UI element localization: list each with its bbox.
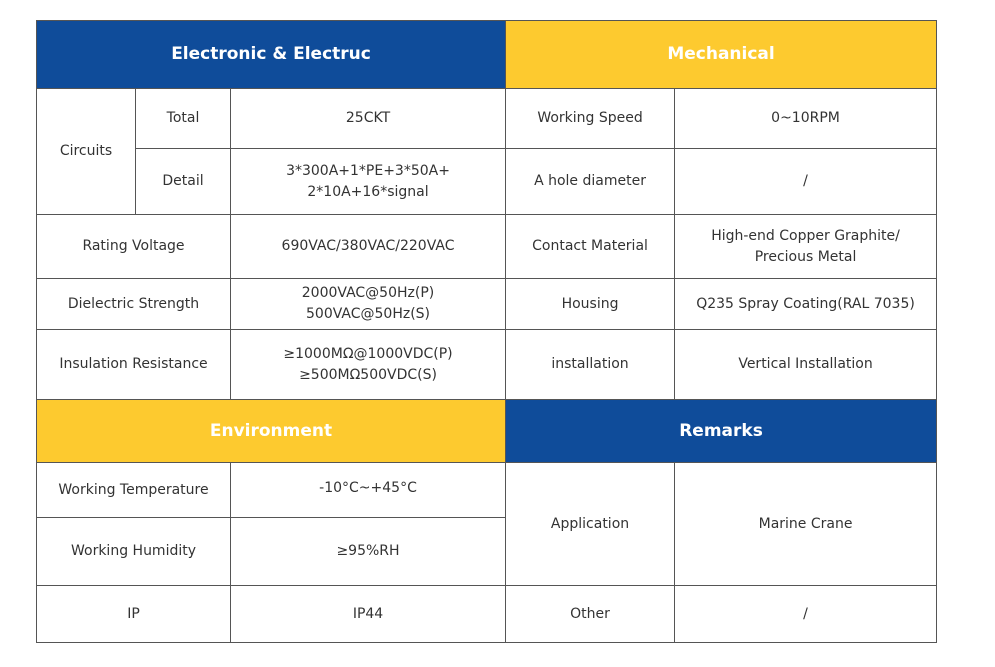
insulation-resistance-label: Insulation Resistance: [37, 330, 231, 400]
table-row: [37, 149, 937, 215]
section-header-row: [37, 400, 937, 463]
dielectric-strength-label: Dielectric Strength: [37, 279, 231, 330]
housing-value: Q235 Spray Coating(RAL 7035): [675, 279, 937, 330]
ip-value: IP44: [231, 586, 506, 643]
electronic-header: Electronic & Electruc: [37, 21, 506, 89]
application-value: Marine Crane: [675, 463, 937, 586]
table-row: [37, 586, 937, 643]
working-humidity-value: ≥95%RH: [231, 518, 506, 586]
working-humidity-label: Working Humidity: [37, 518, 231, 586]
other-value: /: [675, 586, 937, 643]
detail-value-line: 2*10A+16*signal: [307, 183, 429, 200]
total-value: 25CKT: [231, 89, 506, 149]
detail-label: Detail: [136, 149, 231, 215]
dielectric-strength-value: [231, 279, 506, 330]
installation-label: installation: [506, 330, 675, 400]
ip-label: IP: [37, 586, 231, 643]
working-temperature-value: -10°C~+45°C: [231, 463, 506, 518]
application-label: Application: [506, 463, 675, 586]
section-header-row: [37, 21, 937, 89]
dielectric-strength-line: 2000VAC@50Hz(P): [301, 285, 435, 301]
spec-table: [36, 20, 937, 643]
other-label: Other: [506, 586, 675, 643]
table-row: [37, 463, 937, 518]
hole-diameter-value: /: [675, 149, 937, 215]
circuits-label: Circuits: [37, 89, 136, 215]
table-row: [37, 215, 937, 279]
remarks-header: Remarks: [506, 400, 937, 463]
insulation-resistance-line: ≥500MΩ500VDC(S): [299, 366, 437, 383]
working-temperature-label: Working Temperature: [37, 463, 231, 518]
detail-value-line: 3*300A+1*PE+3*50A+: [286, 162, 450, 179]
housing-label: Housing: [506, 279, 675, 330]
environment-header: Environment: [37, 400, 506, 463]
table-row: [37, 89, 937, 149]
table-row: [37, 330, 937, 400]
insulation-resistance-line: ≥1000MΩ@1000VDC(P): [283, 345, 453, 362]
working-speed-value: 0~10RPM: [675, 89, 937, 149]
installation-value: Vertical Installation: [675, 330, 937, 400]
insulation-resistance-value: [231, 330, 506, 400]
table-row: [37, 279, 937, 330]
hole-diameter-label: A hole diameter: [506, 149, 675, 215]
contact-material-line: High-end Copper Graphite/: [711, 227, 900, 244]
rating-voltage-value: 690VAC/380VAC/220VAC: [231, 215, 506, 279]
contact-material-value: [675, 215, 937, 279]
rating-voltage-label: Rating Voltage: [37, 215, 231, 279]
contact-material-label: Contact Material: [506, 215, 675, 279]
working-speed-label: Working Speed: [506, 89, 675, 149]
contact-material-line: Precious Metal: [754, 248, 857, 265]
detail-value: [231, 149, 506, 215]
mechanical-header: Mechanical: [506, 21, 937, 89]
dielectric-strength-line: 500VAC@50Hz(S): [306, 306, 431, 322]
total-label: Total: [136, 89, 231, 149]
